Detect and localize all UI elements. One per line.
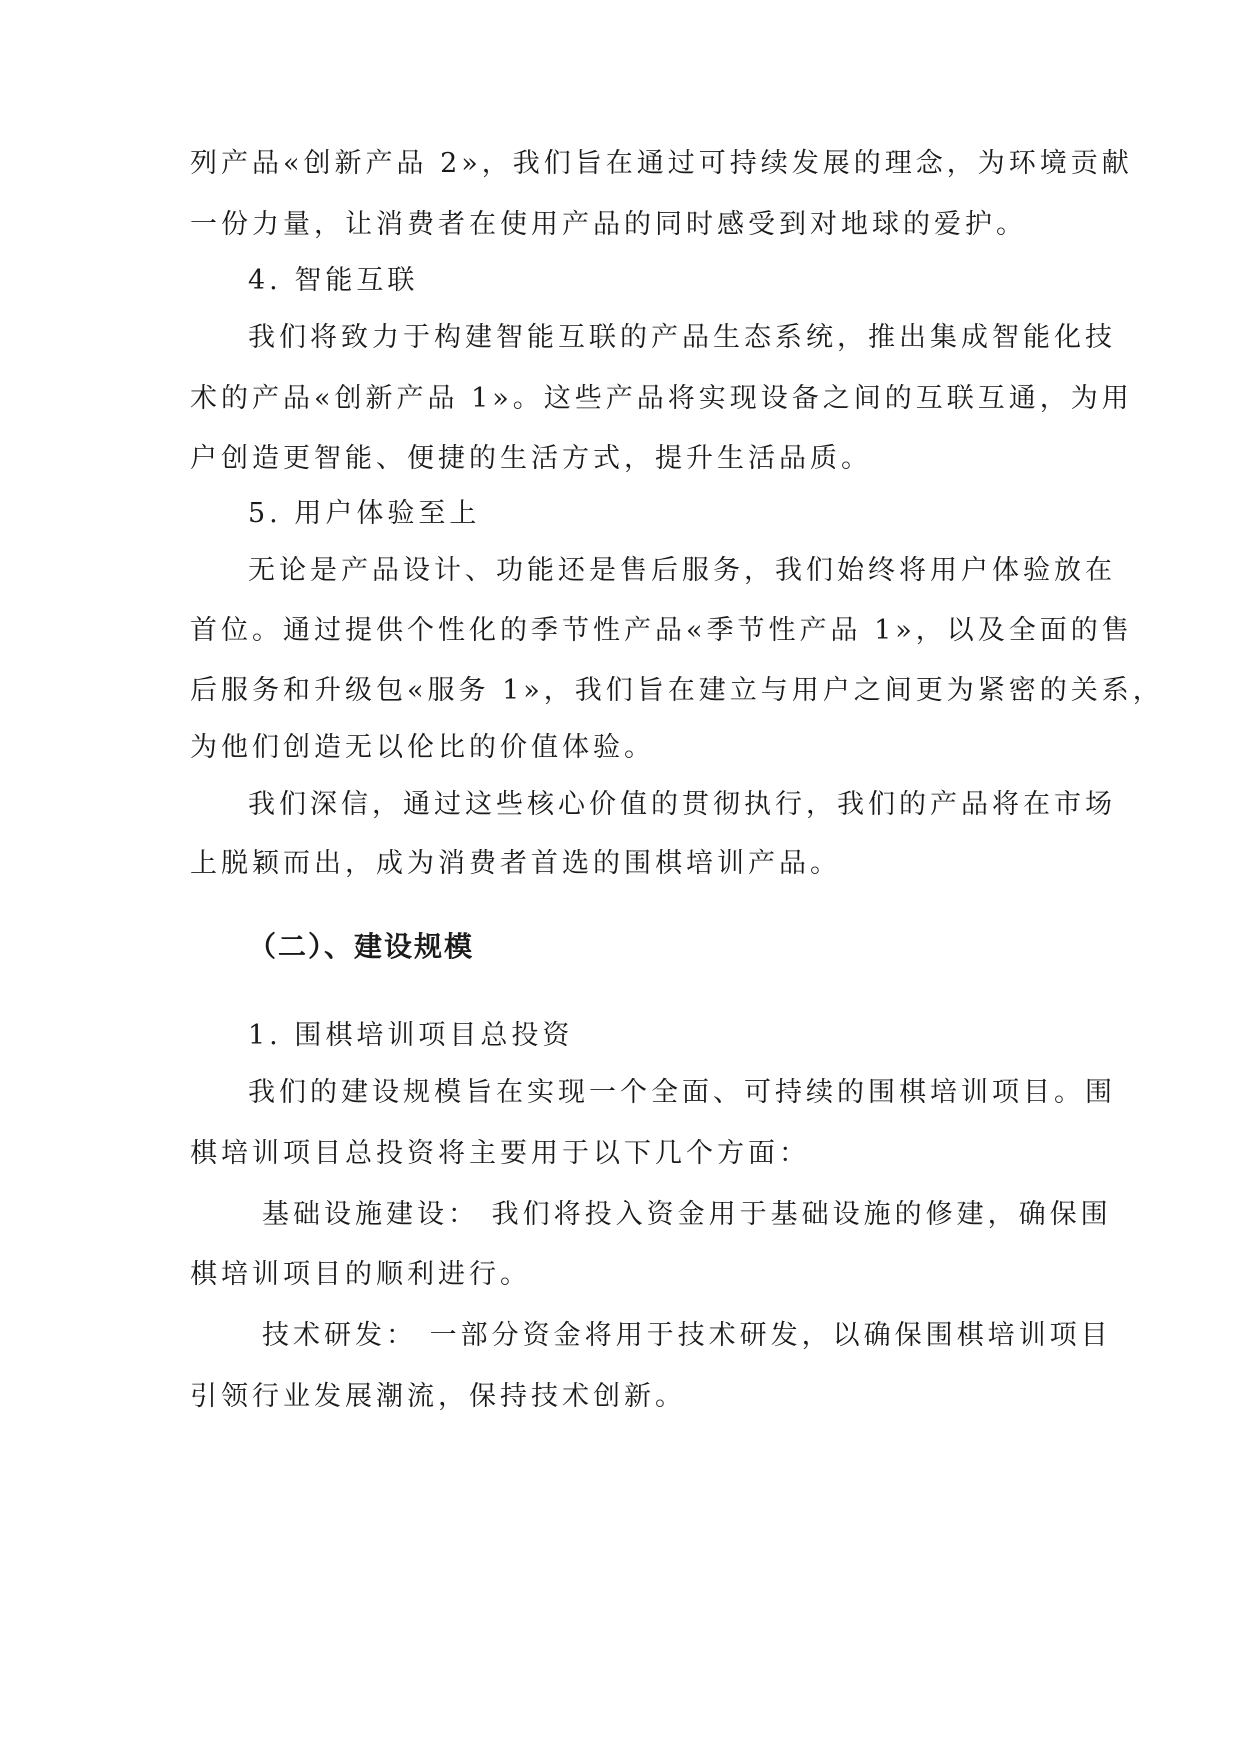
- paragraph-line: 后服务和升级包«服务 1»，我们旨在建立与用户之间更为紧密的关系，: [190, 675, 1164, 706]
- paragraph-line: 为他们创造无以伦比的价值体验。: [190, 732, 655, 763]
- list-item-heading: 4. 智能互联: [248, 265, 419, 296]
- paragraph-line: 列产品«创新产品 2»，我们旨在通过可持续发展的理念，为环境贡献: [190, 148, 1133, 179]
- paragraph-line: 我们的建设规模旨在实现一个全面、可持续的围棋培训项目。围: [248, 1077, 1116, 1108]
- paragraph-line: 基础设施建设： 我们将投入资金用于基础设施的修建，确保围: [262, 1199, 1112, 1230]
- paragraph-line: 我们将致力于构建智能互联的产品生态系统，推出集成智能化技: [248, 322, 1116, 353]
- paragraph-line: 棋培训项目总投资将主要用于以下几个方面：: [190, 1138, 810, 1169]
- paragraph-line: 技术研发： 一部分资金将用于技术研发，以确保围棋培训项目: [262, 1320, 1112, 1351]
- list-item-heading: 5. 用户体验至上: [248, 498, 481, 529]
- list-item-heading: 1. 围棋培训项目总投资: [248, 1020, 574, 1051]
- paragraph-line: 术的产品«创新产品 1»。这些产品将实现设备之间的互联互通，为用: [190, 383, 1133, 414]
- paragraph-line: 棋培训项目的顺利进行。: [190, 1259, 531, 1290]
- paragraph-line: 首位。通过提供个性化的季节性产品«季节性产品 1»，以及全面的售: [190, 615, 1133, 646]
- paragraph-line: 我们深信，通过这些核心价值的贯彻执行，我们的产品将在市场: [248, 789, 1116, 820]
- section-heading: （二）、建设规模: [248, 930, 475, 963]
- paragraph-line: 引领行业发展潮流，保持技术创新。: [190, 1381, 686, 1412]
- paragraph-line: 户创造更智能、便捷的生活方式，提升生活品质。: [190, 443, 872, 474]
- paragraph-line: 无论是产品设计、功能还是售后服务，我们始终将用户体验放在: [248, 555, 1116, 586]
- paragraph-line: 一份力量，让消费者在使用产品的同时感受到对地球的爱护。: [190, 209, 1027, 240]
- paragraph-line: 上脱颖而出，成为消费者首选的围棋培训产品。: [190, 848, 841, 879]
